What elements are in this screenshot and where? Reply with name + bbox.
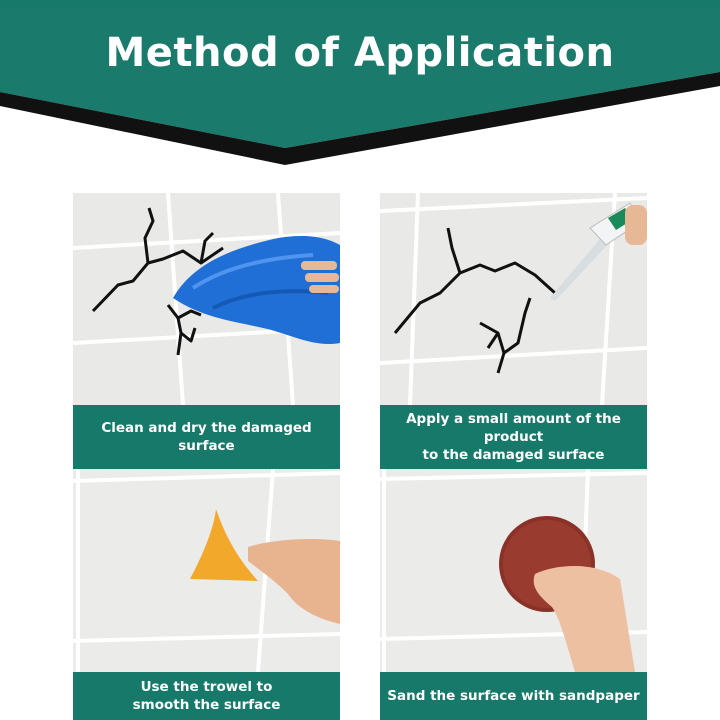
hand-icon [625,205,647,245]
step-3-caption: Use the trowel to smooth the surface [73,672,340,720]
step-4-caption: Sand the surface with sandpaper [380,672,647,720]
step-4-image [380,469,647,672]
banner-shape [0,0,720,170]
step-2-image [380,193,647,405]
step-3-image [73,469,340,672]
step-1-caption: Clean and dry the damaged surface [73,405,340,469]
step-2-caption: Apply a small amount of the product to the damaged surface [380,405,647,469]
header-banner [0,0,720,170]
page-title: Method of Application [105,30,615,76]
step-1-image [73,193,340,405]
